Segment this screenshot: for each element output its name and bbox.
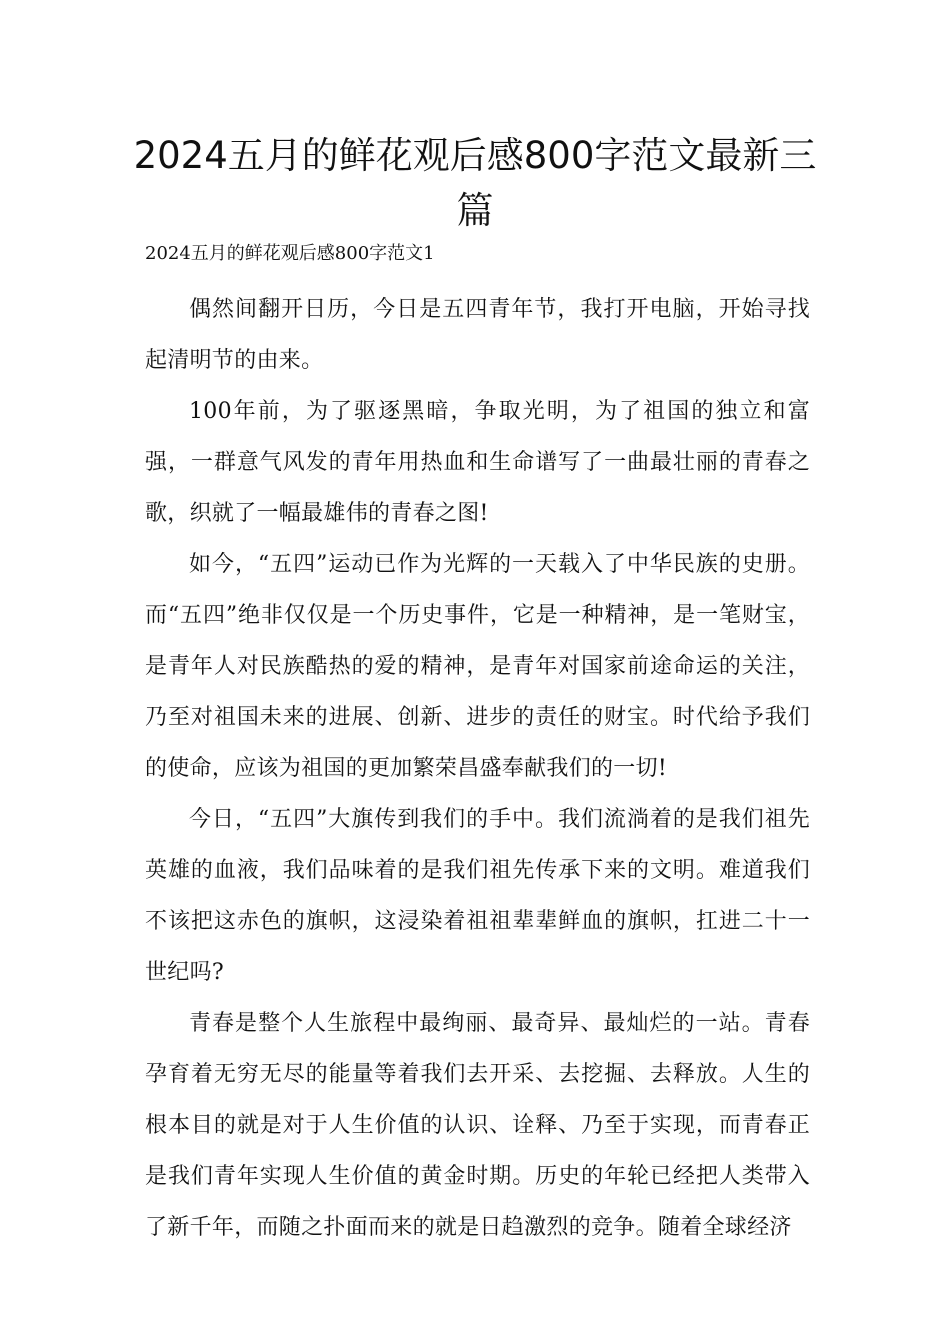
document-title: 2024五月的鲜花观后感800字范文最新三篇: [133, 134, 817, 232]
paragraph-4: 今日，“五四”大旗传到我们的手中。我们流淌着的是我们祖先英雄的血液，我们品味着的是我们祖先传承下来的文明。难道我们不该把这赤色的旗帜，这浸染着祖祖辈辈鲜血的旗帜，扛进二十一世纪吗?: [145, 807, 810, 985]
paragraph-5: 青春是整个人生旅程中最绚丽、最奇异、最灿烂的一站。青春孕育着无穷无尽的能量等着我们去开采、去挖掘、去释放。人生的根本目的就是对于人生价值的认识、诠释、乃至于实现，而青春正是我们青年实现人生价值的黄金时期。历史的年轮已经把人类带入了新千年，而随之扑面而来的就是日趋激烈的竞争。随着全球经济: [145, 1011, 810, 1240]
section-heading: 2024五月的鲜花观后感800字范文1: [145, 243, 435, 264]
document-body: [145, 284, 810, 1253]
paragraph-3: 如今，“五四”运动已作为光辉的一天载入了中华民族的史册。而“五四”绝非仅仅是一个历史事件，它是一种精神，是一笔财宝，是青年人对民族酷热的爱的精神，是青年对国家前途命运的关注，乃至对祖国未来的进展、创新、进步的责任的财宝。时代给予我们的使命，应该为祖国的更加繁荣昌盛奉献我们的一切!: [145, 552, 810, 781]
paragraph-1: 偶然间翻开日历，今日是五四青年节，我打开电脑，开始寻找起清明节的由来。: [145, 297, 810, 373]
paragraph-2: 100年前，为了驱逐黑暗，争取光明，为了祖国的独立和富强，一群意气风发的青年用热血和生命谱写了一曲最壮丽的青春之歌，织就了一幅最雄伟的青春之图!: [145, 399, 810, 526]
